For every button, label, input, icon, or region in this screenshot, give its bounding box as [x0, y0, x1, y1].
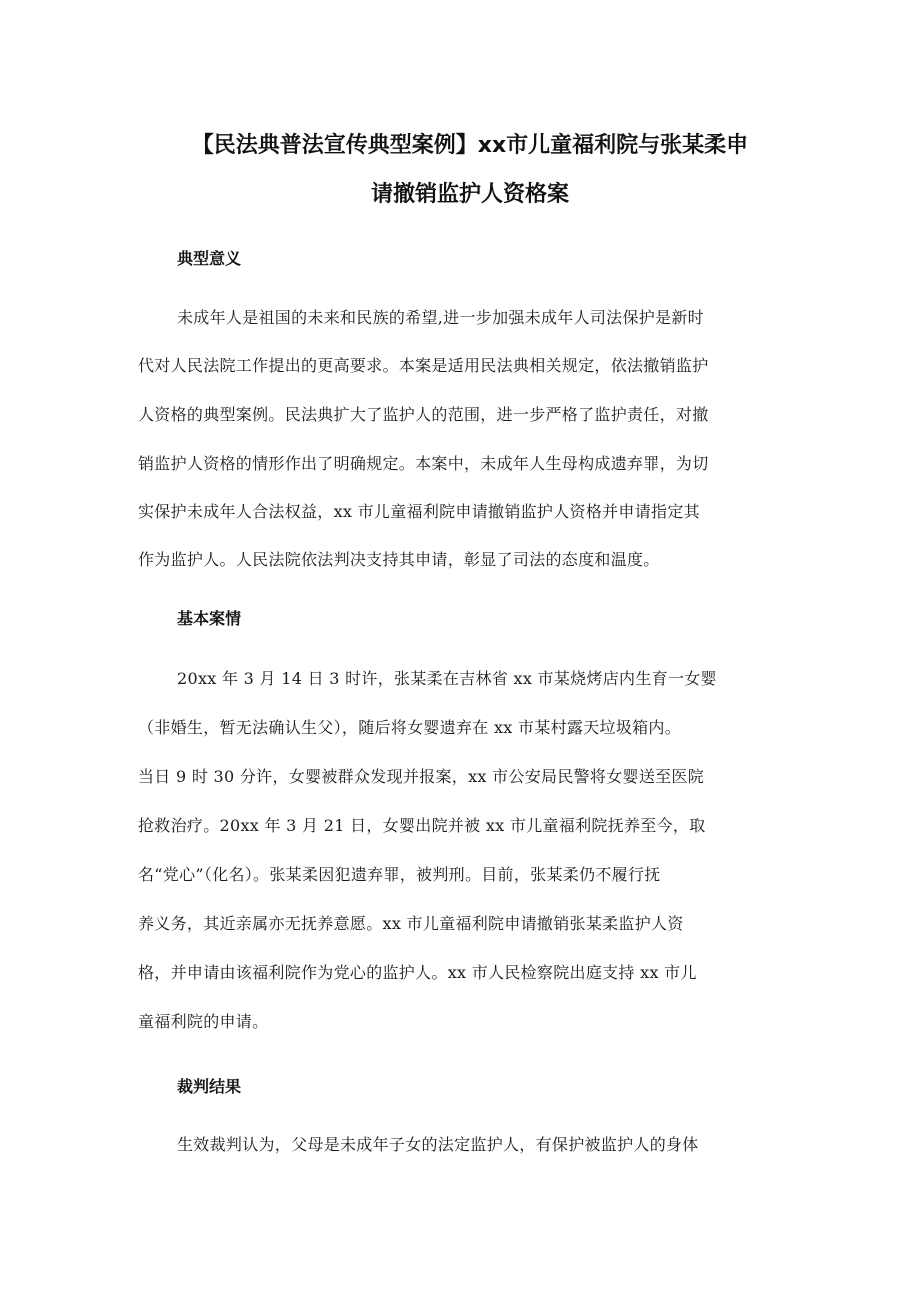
- document-title-line-2: 请撤销监护人资格案: [370, 182, 569, 207]
- paragraph-line: 名“党心”（化名）。张某柔因犯遗弃罪，被判刑。目前，张某柔仍不履行抚: [138, 865, 661, 884]
- paragraph-line: 代对人民法院工作提出的更高要求。本案是适用民法典相关规定，依法撤销监护: [138, 356, 709, 375]
- paragraph-line: 生效裁判认为，父母是未成年子女的法定监护人，有保护被监护人的身体: [177, 1135, 699, 1154]
- paragraph-line: 童福利院的申请。: [138, 1012, 269, 1031]
- section-heading-significance: 典型意义: [177, 249, 242, 268]
- paragraph-line: 未成年人是祖国的未来和民族的希望,进一步加强未成年人司法保护是新时: [177, 308, 704, 327]
- paragraph-line: 抢救治疗。20xx 年 3 月 21 日，女婴出院并被 xx 市儿童福利院抚养至今，取: [138, 816, 706, 835]
- paragraph-line: 20xx 年 3 月 14 日 3 时许，张某柔在吉林省 xx 市某烧烤店内生育一女婴: [177, 669, 717, 688]
- paragraph-line: 格，并申请由该福利院作为党心的监护人。xx 市人民检察院出庭支持 xx 市儿: [138, 963, 697, 982]
- section-heading-basic-facts: 基本案情: [177, 609, 242, 628]
- document-title-line-1: 【民法典普法宣传典型案例】xx市儿童福利院与张某柔申: [191, 133, 749, 158]
- paragraph-line: 当日 9 时 30 分许，女婴被群众发现并报案，xx 市公安局民警将女婴送至医院: [138, 767, 705, 786]
- paragraph-line: 实保护未成年人合法权益，xx 市儿童福利院申请撤销监护人资格并申请指定其: [138, 502, 700, 521]
- paragraph-line: 销监护人资格的情形作出了明确规定。本案中，未成年人生母构成遗弃罪，为切: [138, 454, 709, 473]
- paragraph-line: 人资格的典型案例。民法典扩大了监护人的范围，进一步严格了监护责任，对撤: [138, 405, 709, 424]
- paragraph-line: 养义务，其近亲属亦无抚养意愿。xx 市儿童福利院申请撤销张某柔监护人资: [138, 914, 684, 933]
- section-heading-judgment: 裁判结果: [177, 1077, 242, 1096]
- paragraph-line: 作为监护人。人民法院依法判决支持其申请，彰显了司法的态度和温度。: [138, 550, 660, 569]
- paragraph-line: （非婚生，暂无法确认生父），随后将女婴遗弃在 xx 市某村露天垃圾箱内。: [138, 718, 682, 737]
